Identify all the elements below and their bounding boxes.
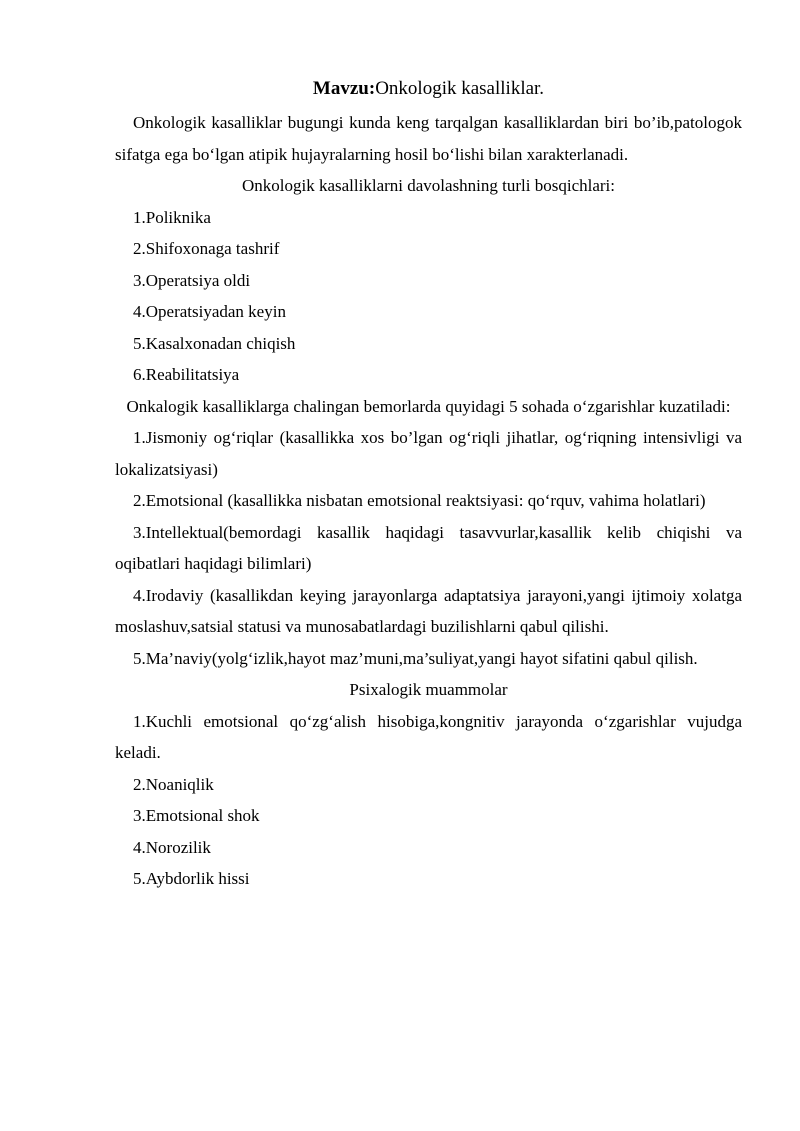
stage-item: 4.Operatsiyadan keyin [133, 302, 286, 321]
title-label: Mavzu: [312, 78, 376, 99]
problems-heading: Psixalogik muammolar [349, 680, 508, 699]
stage-item: 2.Shifoxonaga tashrif [133, 239, 280, 258]
problem-item: 2.Noaniqlik [133, 774, 214, 794]
document-page [115, 75, 742, 895]
stage-item: 5.Kasalxonadan chiqish [133, 333, 296, 353]
change-item: 1.Jismoniy og‘riqlar (kasallikka xos bo’lgan og‘riqli jihatlar, og‘riqning intensivligi va lokalizatsiyasi) [115, 428, 742, 479]
page-title [115, 75, 742, 103]
change-item: 4.Irodaviy (kasallikdan keying jarayonlarga adaptatsiya jarayoni,yangi ijtimoiy xolatga moslashuv,satsial statusi va munosabatlardagi buzilishlarni qabul qilishi. [115, 585, 742, 636]
problem-item: 5.Aybdorlik hissi [133, 869, 250, 888]
stage-item: 3.Operatsiya oldi [133, 270, 251, 290]
intro-paragraph: Onkologik kasalliklar bugungi kunda keng tarqalgan kasalliklardan biri bo’ib,patologok sifatga ega bo‘lgan atipik hujayralarning hosil bo‘lishi bilan xarakterlanadi. [115, 113, 742, 164]
problem-item: 3.Emotsional shok [133, 806, 260, 825]
changes-heading: Onkalogik kasalliklarga chalingan bemorlarda quyidagi 5 sohada o‘zgarishlar kuzatiladi: [126, 396, 731, 416]
stages-heading: Onkologik kasalliklarni davolashning turli bosqichlari: [242, 176, 615, 195]
stage-item: 6.Reabilitatsiya [133, 365, 240, 384]
change-item: 3.Intellektual(bemordagi kasallik haqidagi tasavvurlar,kasallik kelib chiqishi va oqibatlari haqidagi bilimlari) [115, 522, 742, 573]
stage-item: 1.Poliknika [133, 207, 211, 227]
problem-item: 4.Norozilik [133, 837, 211, 857]
problem-item: 1.Kuchli emotsional qo‘zg‘alish hisobiga,kongnitiv jarayonda o‘zgarishlar vujudga keladi. [115, 711, 742, 762]
title-text: Onkologik kasalliklar. [375, 78, 545, 99]
change-item: 2.Emotsional (kasallikka nisbatan emotsional reaktsiyasi: qo‘rquv, vahima holatlari) [133, 491, 706, 510]
change-item: 5.Ma’naviy(yolg‘izlik,hayot maz’muni,ma’suliyat,yangi hayot sifatini qabul qilish. [133, 648, 698, 668]
